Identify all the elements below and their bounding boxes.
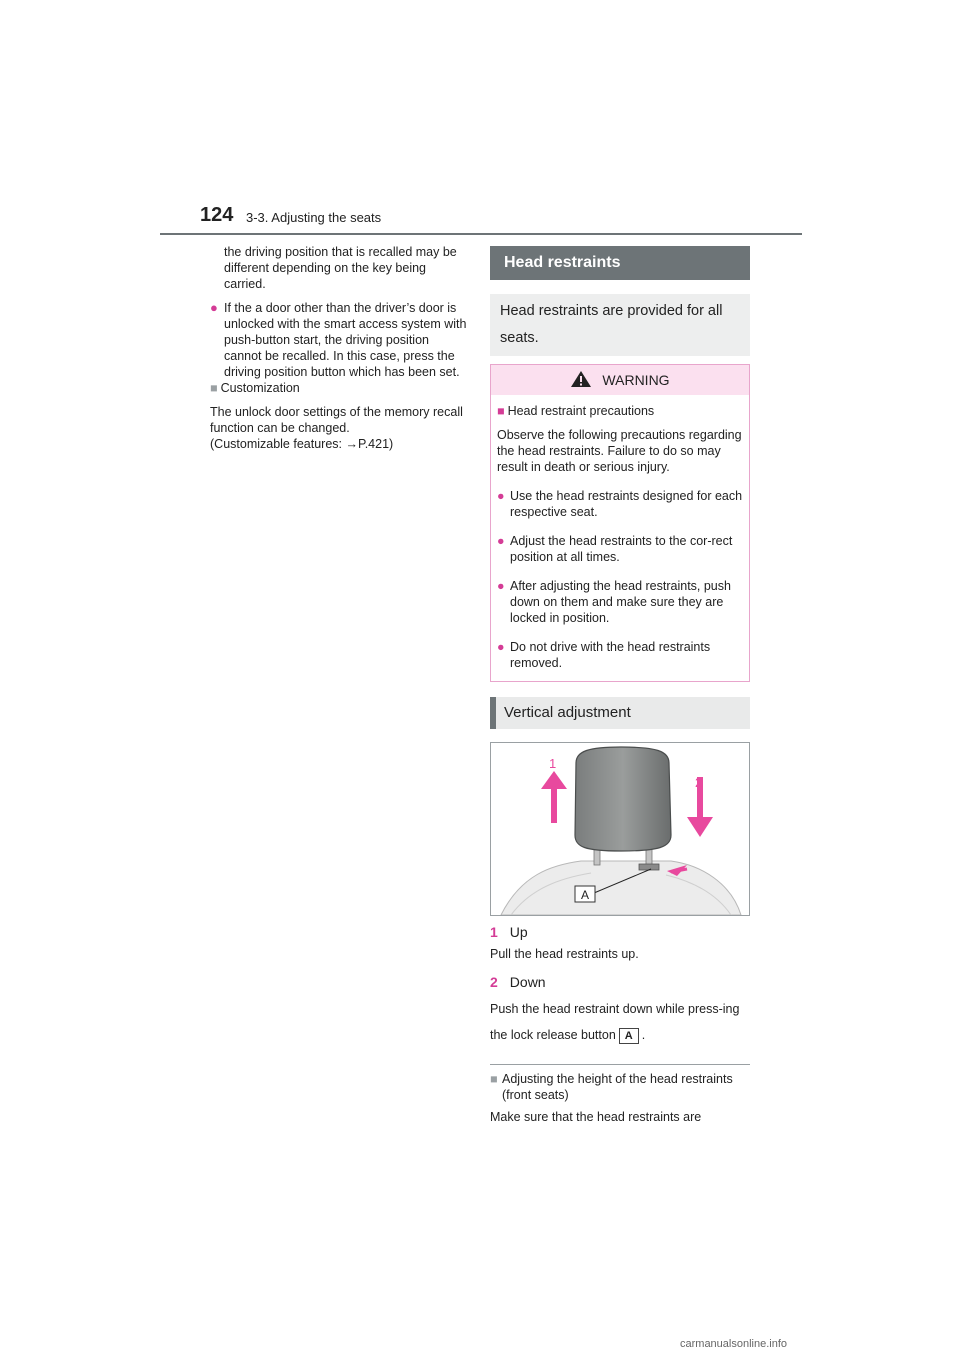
warning-box — [490, 364, 750, 682]
note-heading: ■ Adjusting the height of the head restraints (front seats) — [490, 1072, 733, 1102]
bullet-icon: ● — [497, 640, 505, 654]
warning-text: Observe the following precautions regarding the head restraints. Failure to do so may result in death or serious injury. — [497, 428, 742, 474]
bullet-icon: ● — [497, 534, 505, 548]
list-item: ● If the a door other than the driver’s door is unlocked with the smart access system with push-button start, the driving position cannot be recalled. In this case, press the driving position button which has been set. — [210, 300, 467, 379]
list-item: ● Adjust the head restraints to the cor-rect position at all times. — [497, 534, 733, 564]
right-column — [490, 246, 750, 1125]
step-down: 2 Down — [490, 974, 546, 990]
subsection-heading: Vertical adjustment — [490, 697, 750, 729]
left-column — [210, 244, 468, 452]
bullet-icon: ● — [210, 300, 218, 315]
square-bullet-icon: ■ — [490, 1072, 498, 1086]
bullet-icon: ● — [497, 489, 505, 503]
warning-header: WARNING — [491, 365, 749, 395]
lock-release-button-label: A — [619, 1028, 639, 1044]
square-bullet-icon: ■ — [497, 404, 505, 418]
continuation-text: the driving position that is recalled may be different depending on the key being carried. — [224, 245, 457, 291]
bullet-icon: ● — [497, 579, 505, 593]
customization-ref[interactable]: (Customizable features: →P.421) — [210, 437, 394, 451]
head-restraint-illustration — [490, 742, 750, 916]
list-item: ● Use the head restraints designed for each respective seat. — [497, 489, 743, 519]
section-heading: Head restraints — [490, 246, 750, 280]
square-bullet-icon: ■ — [210, 381, 218, 395]
figure-label-1: 1 — [549, 756, 557, 771]
customization-heading: ■ Customization — [210, 381, 300, 395]
divider — [490, 1064, 750, 1065]
step-up: 1 Up — [490, 924, 528, 940]
note-text: Make sure that the head restraints are — [490, 1110, 702, 1124]
list-item: ● Do not drive with the head restraints removed. — [497, 640, 711, 670]
step-down-desc: Push the head restraint down while press-ing the lock release button A . — [490, 1002, 740, 1042]
warning-triangle-icon — [570, 370, 592, 388]
watermark: carmanualsonline.info — [680, 1338, 788, 1350]
list-item: ● After adjusting the head restraints, push down on them and make sure they are locked in position. — [497, 579, 731, 625]
figure-label-a: A — [580, 888, 590, 902]
figure-label-2: 2 — [695, 775, 703, 790]
section-title: 3-3. Adjusting the seats — [246, 210, 382, 225]
page-number: 124 — [200, 204, 234, 226]
header-divider — [160, 233, 802, 235]
step-up-desc: Pull the head restraints up. — [490, 947, 639, 961]
customization-text: The unlock door settings of the memory recall function can be changed. — [210, 405, 463, 435]
warning-heading: ■ Head restraint precautions — [497, 404, 655, 418]
intro-text: Head restraints are provided for all seats. — [490, 294, 750, 356]
